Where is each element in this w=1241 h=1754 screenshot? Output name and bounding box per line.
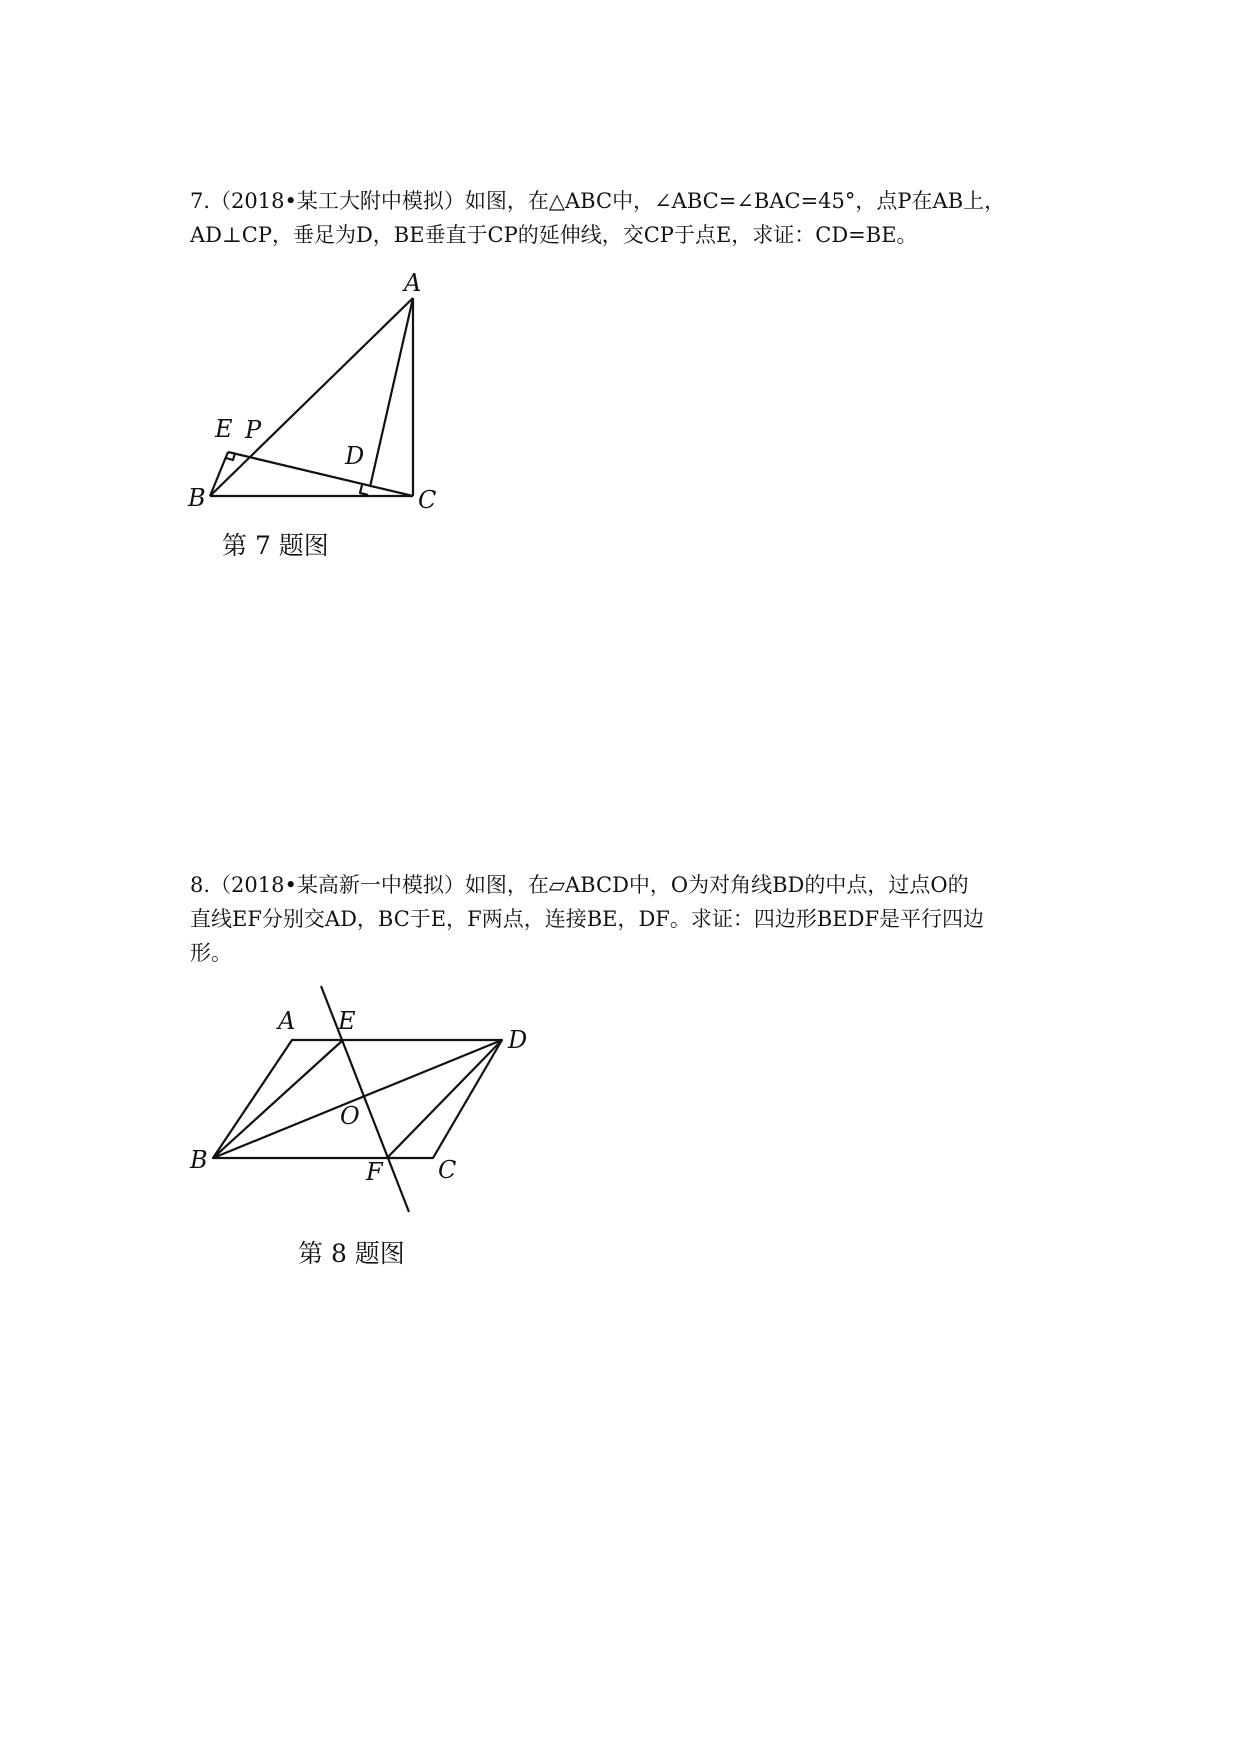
label-d: D bbox=[345, 442, 365, 470]
label-c: C bbox=[438, 1156, 457, 1184]
figure-8-parallelogram bbox=[180, 980, 540, 1270]
segment-ad bbox=[370, 298, 413, 487]
problem-8-line-2: 直线EF分别交AD，BC于E，F两点，连接BE，DF。求证：四边形BEDF是平行四边 bbox=[190, 907, 985, 931]
problem-8-line-3: 形。 bbox=[190, 941, 232, 965]
figure-8-caption: 第 8 题图 bbox=[298, 1239, 405, 1268]
label-a: A bbox=[404, 269, 422, 297]
problem-7-line-2: AD⊥CP，垂足为D，BE垂直于CP的延伸线，交CP于点E，求证：CD=BE。 bbox=[190, 223, 918, 247]
label-d: D bbox=[508, 1026, 528, 1054]
problem-7-line-1: 7.（2018•某工大附中模拟）如图，在△ABC中，∠ABC=∠BAC=45°，点P在AB上， bbox=[190, 189, 1006, 213]
problem-8-line-1: 8.（2018•某高新一中模拟）如图，在▱ABCD中，O为对角线BD的中点，过点O的 bbox=[190, 873, 969, 897]
line-ef bbox=[321, 986, 409, 1212]
problem-8-text bbox=[190, 868, 1070, 970]
segment-ce bbox=[228, 452, 413, 496]
label-f: F bbox=[366, 1158, 383, 1186]
segment-be bbox=[213, 1040, 343, 1158]
label-b: B bbox=[188, 484, 206, 512]
problem-7-text bbox=[190, 184, 1070, 252]
label-b: B bbox=[190, 1146, 208, 1174]
label-a: A bbox=[278, 1007, 296, 1035]
label-e: E bbox=[215, 415, 233, 443]
label-c: C bbox=[418, 486, 437, 514]
label-o: O bbox=[340, 1102, 360, 1130]
diagonal-bd bbox=[213, 1040, 502, 1158]
right-angle-mark-d bbox=[360, 485, 368, 495]
label-p: P bbox=[245, 416, 262, 444]
figure-7-triangle bbox=[180, 260, 440, 570]
segment-be bbox=[210, 452, 228, 496]
segment-ba bbox=[210, 298, 413, 496]
label-e: E bbox=[338, 1007, 356, 1035]
figure-7-caption: 第 7 题图 bbox=[222, 531, 329, 560]
